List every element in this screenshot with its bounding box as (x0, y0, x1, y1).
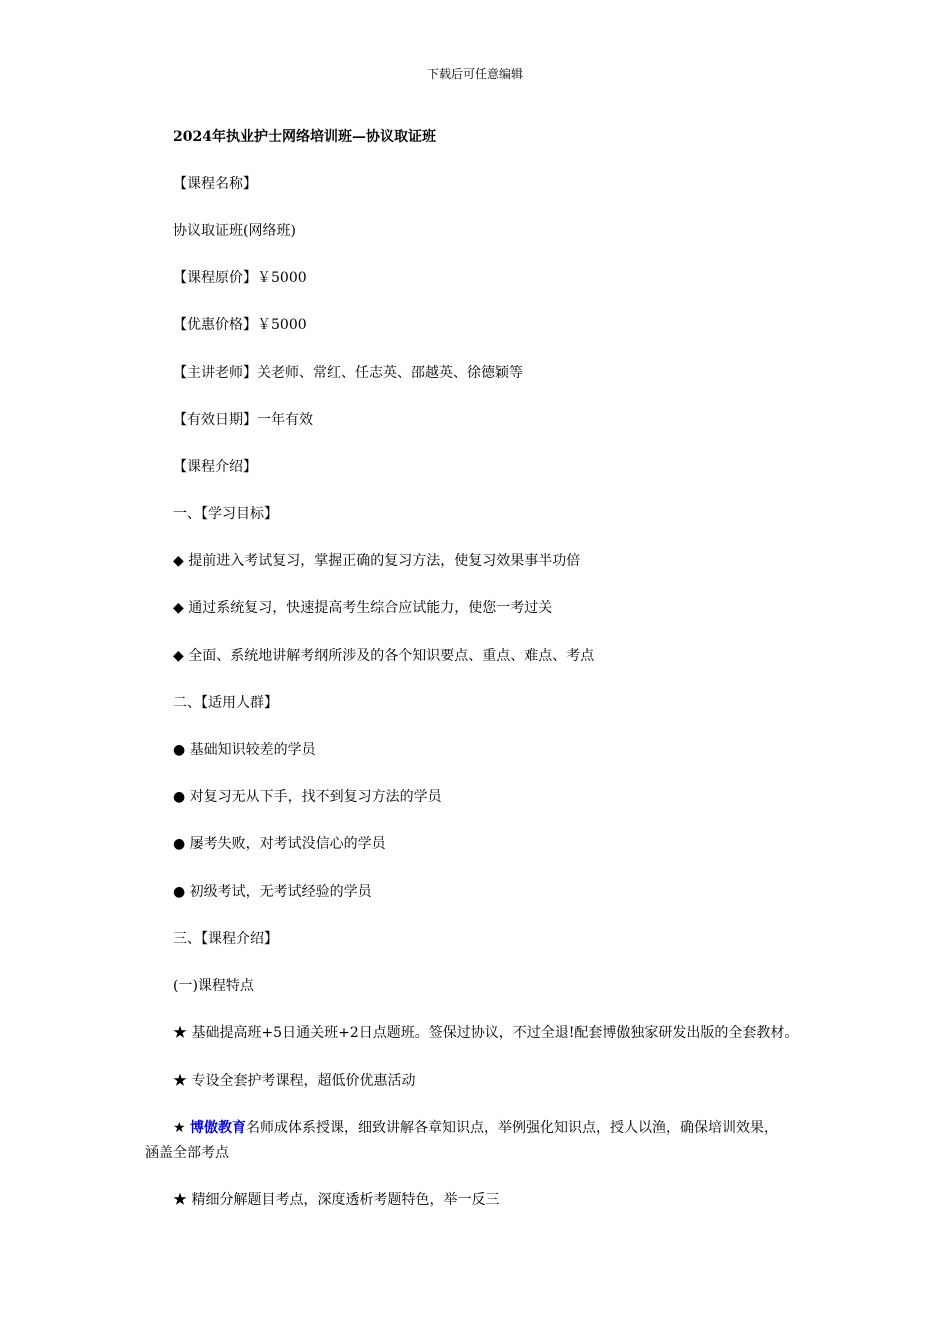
teachers: 【主讲老师】关老师、常红、任志英、邵越英、徐德颖等 (173, 365, 523, 381)
list-item-audience: ● 基础知识较差的学员 (173, 742, 316, 758)
list-item-feature-continuation: 涵盖全部考点 (145, 1145, 229, 1161)
list-item-feature: ★ 专设全套护考课程，超低价优惠活动 (173, 1073, 416, 1089)
list-item-audience: ● 对复习无从下手，找不到复习方法的学员 (173, 789, 442, 805)
features-label: (一)课程特点 (173, 978, 254, 994)
original-price: 【课程原价】￥5000 (173, 270, 307, 286)
feature-star: ★ (173, 1120, 191, 1136)
list-item-goal: ◆ 通过系统复习，快速提高考生综合应试能力，使您一考过关 (173, 600, 553, 616)
bo-ao-education-link[interactable]: 博傲教育 (190, 1120, 247, 1136)
list-item-feature: ★ 精细分解题目考点，深度透析考题特色，举一反三 (173, 1192, 500, 1208)
list-item-audience: ● 初级考试，无考试经验的学员 (173, 884, 372, 900)
course-name: 协议取证班(网络班) (173, 223, 296, 239)
document-title: 2024年执业护士网络培训班—协议取证班 (173, 129, 436, 145)
section-heading-audience: 二、【适用人群】 (173, 695, 278, 711)
section-heading-intro: 三、【课程介绍】 (173, 931, 278, 947)
page-header: 下载后可任意编辑 (426, 67, 523, 81)
list-item-goal: ◆ 提前进入考试复习，掌握正确的复习方法，使复习效果事半功倍 (173, 553, 581, 569)
feature-text: 名师成体系授课，细致讲解各章知识点，举例强化知识点，授人以渔，确保培训效果， (246, 1120, 779, 1136)
list-item-goal: ◆ 全面、系统地讲解考纲所涉及的各个知识要点、重点、难点、考点 (173, 648, 595, 664)
discount-price: 【优惠价格】￥5000 (173, 317, 307, 333)
validity: 【有效日期】一年有效 (173, 412, 313, 428)
course-name-label: 【课程名称】 (173, 176, 257, 192)
list-item-feature: ★ 基础提高班+5日通关班+2日点题班。签保过协议，不过全退!配套博傲独家研发出版的全套教材。 (173, 1025, 799, 1041)
section-heading-goals: 一、【学习目标】 (173, 506, 278, 522)
intro-label: 【课程介绍】 (173, 459, 257, 475)
list-item-feature (173, 1118, 778, 1138)
list-item-audience: ● 屡考失败，对考试没信心的学员 (173, 836, 386, 852)
